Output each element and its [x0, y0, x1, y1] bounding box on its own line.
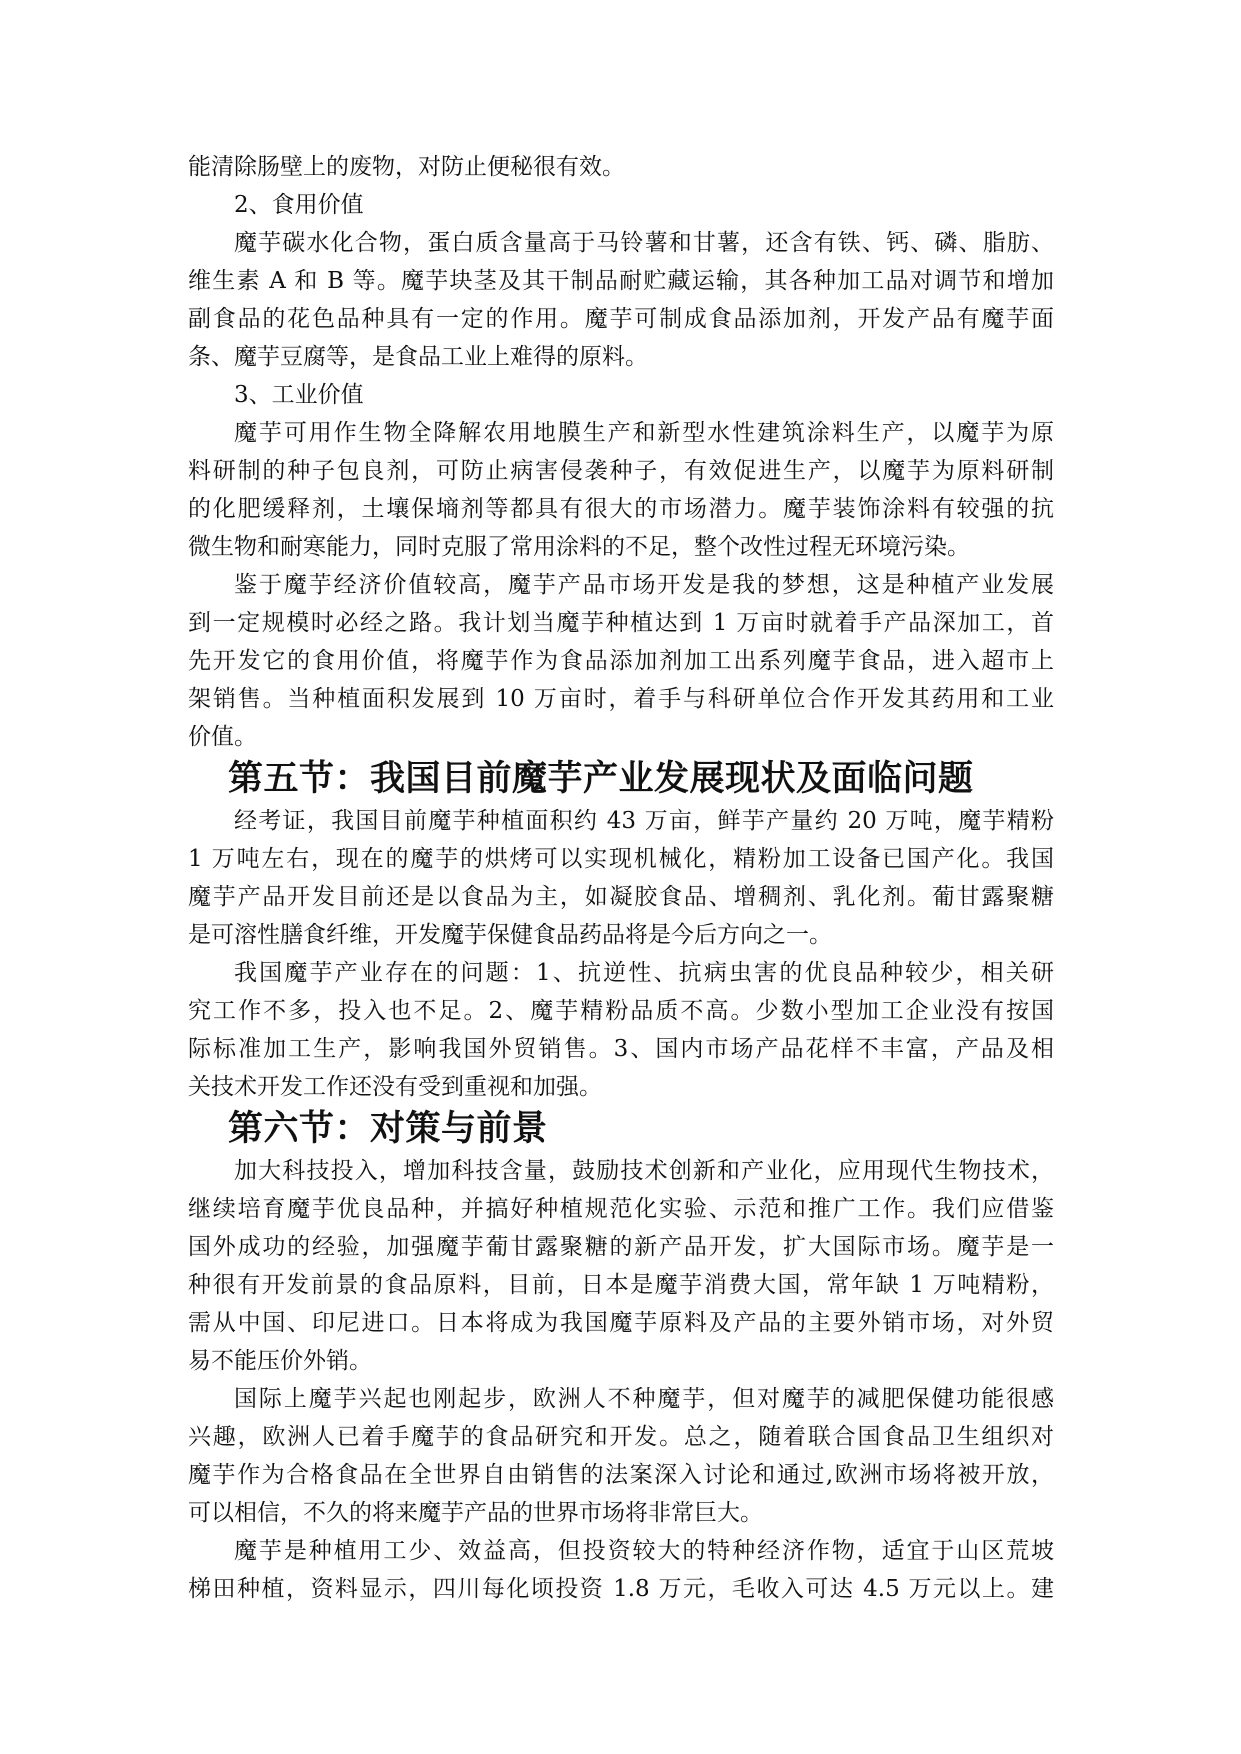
body-line: 到一定规模时必经之路。我计划当魔芋种植达到 1 万亩时就着手产品深加工，首	[188, 610, 1054, 636]
body-line: 加大科技投入，增加科技含量，鼓励技术创新和产业化，应用现代生物技术，	[234, 1158, 1054, 1184]
body-line: 魔芋是种植用工少、效益高，但投资较大的特种经济作物，适宜于山区荒坡	[234, 1538, 1054, 1564]
body-line: 魔芋产品开发目前还是以食品为主，如凝胶食品、增稠剂、乳化剂。葡甘露聚糖	[188, 884, 1054, 910]
section-heading: 第五节：我国目前魔芋产业发展现状及面临问题	[228, 759, 974, 799]
body-line: 国际上魔芋兴起也刚起步，欧洲人不种魔芋，但对魔芋的减肥保健功能很感	[234, 1386, 1054, 1412]
body-line: 魔芋作为合格食品在全世界自由销售的法案深入讨论和通过,欧洲市场将被开放，	[188, 1462, 1054, 1488]
body-line: 国外成功的经验，加强魔芋葡甘露聚糖的新产品开发，扩大国际市场。魔芋是一	[188, 1234, 1054, 1260]
subheading: 2、食用价值	[234, 192, 364, 218]
body-line: 条、魔芋豆腐等，是食品工业上难得的原料。	[188, 344, 648, 370]
body-line: 先开发它的食用价值，将魔芋作为食品添加剂加工出系列魔芋食品，进入超市上	[188, 648, 1054, 674]
body-line: 继续培育魔芋优良品种，并搞好种植规范化实验、示范和推广工作。我们应借鉴	[188, 1196, 1054, 1222]
body-line: 我国魔芋产业存在的问题：1、抗逆性、抗病虫害的优良品种较少，相关研	[234, 960, 1054, 986]
body-line: 魔芋碳水化合物，蛋白质含量高于马铃薯和甘薯，还含有铁、钙、磷、脂肪、	[234, 230, 1054, 256]
body-line: 能清除肠壁上的废物，对防止便秘很有效。	[188, 154, 625, 180]
body-line: 际标准加工生产，影响我国外贸销售。3、国内市场产品花样不丰富，产品及相	[188, 1036, 1054, 1062]
body-line: 种很有开发前景的食品原料，目前，日本是魔芋消费大国，常年缺 1 万吨精粉，	[188, 1272, 1054, 1298]
body-line: 的化肥缓释剂，土壤保墒剂等都具有很大的市场潜力。魔芋装饰涂料有较强的抗	[188, 496, 1054, 522]
body-line: 是可溶性膳食纤维，开发魔芋保健食品药品将是今后方向之一。	[188, 922, 832, 948]
body-line: 架销售。当种植面积发展到 10 万亩时，着手与科研单位合作开发其药用和工业	[188, 686, 1054, 712]
body-line: 易不能压价外销。	[188, 1348, 372, 1374]
body-line: 魔芋可用作生物全降解农用地膜生产和新型水性建筑涂料生产，以魔芋为原	[234, 420, 1054, 446]
body-line: 经考证，我国目前魔芋种植面积约 43 万亩，鲜芋产量约 20 万吨，魔芋精粉	[234, 808, 1054, 834]
body-line: 维生素 A 和 B 等。魔芋块茎及其干制品耐贮藏运输，其各种加工品对调节和增加	[188, 268, 1054, 294]
section-heading: 第六节：对策与前景	[228, 1109, 548, 1149]
body-line: 料研制的种子包良剂，可防止病害侵袭种子，有效促进生产，以魔芋为原料研制	[188, 458, 1054, 484]
body-line: 需从中国、印尼进口。日本将成为我国魔芋原料及产品的主要外销市场，对外贸	[188, 1310, 1054, 1336]
body-line: 1 万吨左右，现在的魔芋的烘烤可以实现机械化，精粉加工设备已国产化。我国	[188, 846, 1054, 872]
body-line: 梯田种植，资料显示，四川每化顷投资 1.8 万元，毛收入可达 4.5 万元以上。建	[188, 1576, 1054, 1602]
document-page	[188, 148, 1054, 1608]
body-line: 副食品的花色品种具有一定的作用。魔芋可制成食品添加剂，开发产品有魔芋面	[188, 306, 1054, 332]
subheading: 3、工业价值	[234, 382, 364, 408]
body-line: 兴趣，欧洲人已着手魔芋的食品研究和开发。总之，随着联合国食品卫生组织对	[188, 1424, 1054, 1450]
body-line: 鉴于魔芋经济价值较高，魔芋产品市场开发是我的梦想，这是种植产业发展	[234, 572, 1054, 598]
body-line: 价值。	[188, 724, 257, 750]
body-line: 可以相信，不久的将来魔芋产品的世界市场将非常巨大。	[188, 1500, 763, 1526]
body-line: 关技术开发工作还没有受到重视和加强。	[188, 1074, 602, 1100]
body-line: 究工作不多，投入也不足。2、魔芋精粉品质不高。少数小型加工企业没有按国	[188, 998, 1054, 1024]
body-line: 微生物和耐寒能力，同时克服了常用涂料的不足，整个改性过程无环境污染。	[188, 534, 970, 560]
